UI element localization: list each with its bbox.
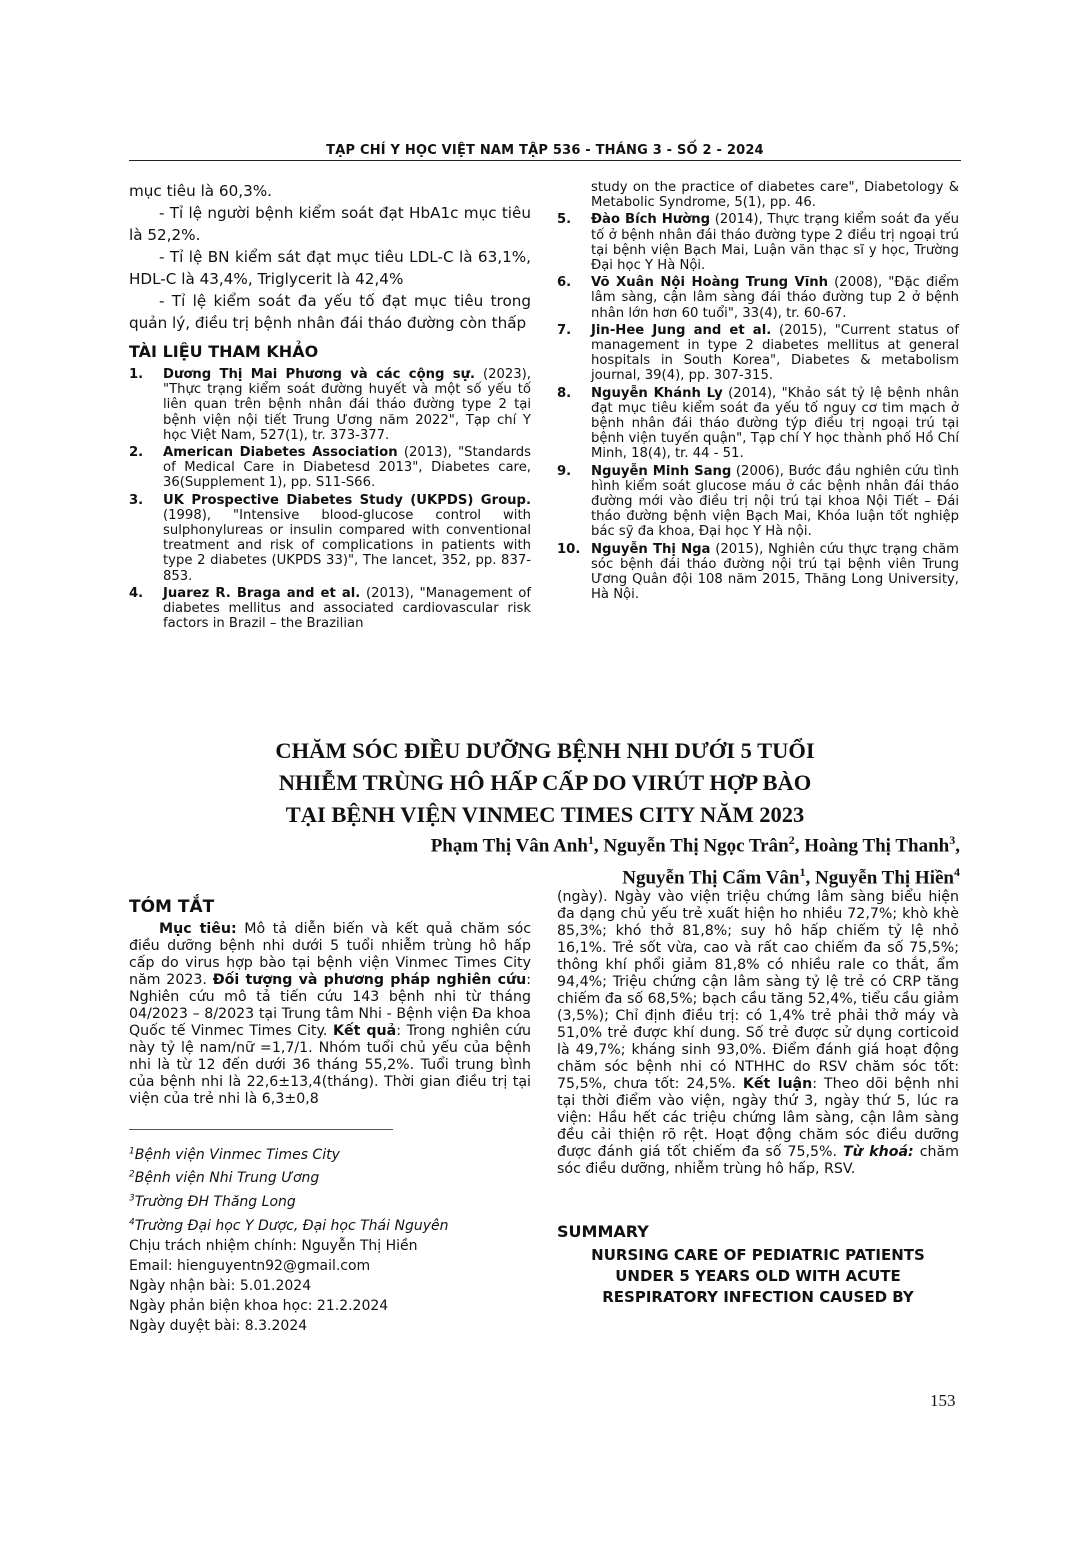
abstract-segment: : Nghiên cứu mô tả tiến cứu 143 bệnh nhi từ tháng 04/2023 – 8/2023 tại Trung tâm Nhi - Bệnh viện Đa khoa Quốc tế Vinmec Times City. [129, 972, 531, 1039]
author-line-2 [128, 859, 960, 891]
reference-author: Nguyễn Thị Nga [591, 541, 711, 557]
reference-number: 2. [129, 445, 144, 461]
page-number: 153 [930, 1391, 956, 1410]
keywords-label: Từ khoá: [843, 1144, 914, 1160]
abstract-left [129, 897, 531, 1108]
reference-author: Juarez R. Braga and et al. [163, 585, 361, 601]
affiliation-text: Trường Đại học Y Dược, Đại học Thái Nguyên [134, 1217, 449, 1234]
abstract-label: Đối tượng và phương pháp nghiên cứu [212, 972, 527, 988]
reference-author: Võ Xuân Nội Hoàng Trung Vĩnh [591, 275, 829, 291]
date-received: Ngày nhận bài: 5.01.2024 [129, 1277, 312, 1294]
reference-details: (2015), "Current status of management in type 2 diabetes mellitus at general hospitals in South Korea", Diabetes & metabolism journal, 39(4), pp. 307-315. [591, 322, 959, 384]
conclusion-hba1c: - Tỉ lệ người bệnh kiểm soát đạt HbA1c mục tiêu là 52,2%. [129, 204, 531, 244]
reference-author: Nguyễn Khánh Ly [591, 385, 723, 401]
article-title [129, 735, 961, 831]
affiliation-text: Trường ĐH Thăng Long [134, 1193, 296, 1210]
reference-details: (2006), Bước đầu nghiên cứu tình hình kiểm soát glucose máu ở các bệnh nhân đái tháo đường mới vào điều trị nội trú tại khoa Nội Tiết – Đái tháo đường bệnh viện Bạch Mai, Khóa luận tốt nghiệp bác sỹ đa khoa, Đại học Y Hà nội. [591, 463, 959, 540]
abstract-segment: (ngày). Ngày vào viện triệu chứng lâm sàng biểu hiện đa dạng chủ yếu trẻ xuất hiện ho nhiều 72,7%; khò khè 85,3%; khó thở 81,8%; suy hô hấp chiếm tỷ lệ nhỏ 16,1%. Trẻ sốt vừa, cao và rất cao chiếm đa số 75,5%; thông khí phổi giảm 81,8% có nhiều rale co thắt, ẩm 94,4%; Triệu chứng cận lâm sàng tỷ lệ trẻ có CRP tăng chiếm đa số 68,5%; bạch cầu tăng 52,4%, tiểu cầu giảm (3,5%); Chỉ định điều trị: có 1,4% trẻ phải thở máy và 51,0% trẻ được khí dung. Số trẻ được sử dụng corticoid là 49,7%; kháng sinh 93,0%. Điểm đánh giá hoạt động chăm sóc bệnh nhi có NTHHC do RSV chăm sóc tốt: 75,5%, chưa tốt: 24,5%. [557, 889, 959, 1092]
author-name: Phạm Thị Vân Anh [430, 835, 588, 857]
date-accepted: Ngày duyệt bài: 8.3.2024 [129, 1317, 308, 1334]
reference-item [557, 386, 959, 462]
contact-email[interactable]: Email: hienguyentn92@gmail.com [129, 1257, 371, 1274]
conclusion-line-1: mục tiêu là 60,3%. [129, 182, 272, 200]
reference-details: (1998), "Intensive blood-glucose control with sulphonylureas or insulin compared with conventional treatment and risk of complications in patients with type 2 diabetes (UKPDS 33)", The lancet, 352, pp. 837-853. [163, 507, 531, 584]
abstract-text-left [129, 921, 531, 1108]
reference-details: study on the practice of diabetes care", Diabetology & Metabolic Syndrome, 5(1), pp. 46. [591, 180, 959, 211]
reference-author: Jin-Hee Jung and et al. [591, 322, 772, 338]
affiliation-mark: 4 [129, 1216, 135, 1227]
affiliation-text: Bệnh viện Vinmec Times City [134, 1146, 340, 1163]
reference-details: (2013), "Management of diabetes mellitus and associated cardiovascular risk factors in Brazil – the Brazilian [163, 585, 531, 632]
title-line: NHIỄM TRÙNG HÔ HẤP CẤP DO VIRÚT HỢP BÀO [278, 770, 812, 795]
reference-number: 8. [557, 385, 572, 401]
author-name: Nguyễn Thị Cẩm Vân [622, 867, 800, 889]
running-header: TẠP CHÍ Y HỌC VIỆT NAM TẬP 536 - THÁNG 3 - SỐ 2 - 2024 [326, 143, 764, 158]
left-column-top [129, 180, 531, 633]
affiliation-3 [129, 1188, 448, 1212]
abstract-label: Kết quả [332, 1023, 397, 1039]
reference-number: 4. [129, 585, 144, 601]
abstract-segment: chăm sóc điều dưỡng, nhiễm trùng hô hấp, RSV. [557, 1144, 959, 1177]
summary-title-line: UNDER 5 YEARS OLD WITH ACUTE [615, 1267, 901, 1285]
reference-item [557, 323, 959, 384]
affiliation-text: Bệnh viện Nhi Trung Ương [134, 1170, 320, 1187]
footnote-rule [129, 1129, 393, 1130]
reference-author: UK Prospective Diabetes Study (UKPDS) Group. [163, 492, 531, 508]
reference-item [557, 464, 959, 540]
reference-author: Dương Thị Mai Phương và các cộng sự. [163, 367, 476, 382]
reference-details: (2014), Thực trạng kiểm soát đa yếu tố ở bệnh nhân đái tháo đường type 2 điều trị ngoại trú tại bệnh viện Bạch Mai, Luận văn thạc sĩ y học, Trường Đại học Y Hà Nội. [591, 212, 959, 274]
reference-details: (2013), "Standards of Medical Care in Diabetesd 2013", Diabetes care, 36(Supplement 1), pp. S11-S66. [163, 445, 532, 491]
reference-item [557, 212, 959, 273]
summary-title-line: NURSING CARE OF PEDIATRIC PATIENTS [591, 1246, 925, 1264]
affiliation-1 [129, 1141, 448, 1165]
reference-author: Đào Bích Hường [591, 212, 711, 228]
reference-details: (2015), Nghiên cứu thực trạng chăm sóc bệnh đái tháo đường nội trú tại bệnh viên Trung Ương Quân đội 108 năm 2015, Thăng Long University, Hà Nội. [591, 541, 959, 603]
reference-details: (2023), "Thực trạng kiểm soát đường huyết và một số yếu tố liên quan trên bệnh nhân đái tháo đường type 2 tại bệnh viện nội tiết Trung Ương năm 2022", Tạp chí Y học Việt Nam, 527(1), tr. 373-377. [163, 367, 531, 443]
abstract-segment: Mô tả diễn biến và kết quả chăm sóc điều dưỡng bệnh nhi dưới 5 tuổi nhiễm trùng hô hấp cấp do virus hợp bào tại bệnh viện Vinmec Times City năm 2023. [129, 921, 532, 988]
summary-heading: SUMMARY [557, 1222, 649, 1241]
reference-number: 10. [557, 541, 581, 557]
title-line: TẠI BỆNH VIỆN VINMEC TIMES CITY NĂM 2023 [285, 802, 805, 827]
reference-item [557, 542, 959, 603]
reference-number: 5. [557, 212, 572, 228]
affiliation-mark: 3 [129, 1193, 135, 1204]
author-name: Hoàng Thị Thanh [804, 835, 950, 857]
abstract-segment: : Trong nghiên cứu này tỷ lệ nam/nữ =1,7/1. Nhóm tuổi chủ yếu của bệnh nhi là từ 12 đến dưới 36 tháng 55,2%. Tuổi trung bình của bệnh nhi là 22,6±13,4(tháng). Thời gian điều trị tại viện của trẻ nhi là 6,3±0,8 [129, 1023, 531, 1107]
reference-number: 9. [557, 463, 572, 479]
author-list [128, 827, 960, 892]
title-line: CHĂM SÓC ĐIỀU DƯỠNG BỆNH NHI DƯỚI 5 TUỔI [275, 738, 815, 763]
conclusion-ldl: - Tỉ lệ BN kiểm sát đạt mục tiêu LDL-C là 63,1%, HDL-C là 43,4%, Triglycerit là 42,4% [129, 248, 531, 288]
header-rule [129, 160, 961, 161]
abstract-label: Kết luận [742, 1076, 813, 1092]
right-column-top [557, 180, 959, 604]
affiliation-4 [129, 1212, 448, 1236]
conclusion-multifactor: - Tỉ lệ kiểm soát đa yếu tố đạt mục tiêu trong quản lý, điều trị bệnh nhân đái tháo đường còn thấp [129, 292, 531, 332]
summary-title-line: RESPIRATORY INFECTION CAUSED BY [602, 1288, 914, 1306]
reference-list-right [557, 180, 959, 602]
date-reviewed: Ngày phản biện khoa học: 21.2.2024 [129, 1297, 389, 1314]
reference-item [129, 445, 531, 491]
reference-item [129, 367, 531, 443]
reference-details: (2008), "Đặc điểm lâm sàng, cận lâm sàng đái tháo đường tup 2 ở bệnh nhân lớn hơn 60 tuổi", 33(4), tr. 60-67. [591, 275, 959, 321]
abstract-label: Mục tiêu: [159, 921, 237, 937]
author-name: Nguyễn Thị Hiền [814, 867, 954, 889]
author-name: Nguyễn Thị Ngọc Trân [603, 835, 789, 857]
reference-item [129, 586, 531, 632]
reference-author: American Diabetes Association [163, 445, 398, 461]
summary-title [557, 1245, 959, 1308]
author-separator: , [593, 835, 604, 857]
affiliation-mark: 2 [129, 1169, 135, 1180]
abstract-segment: : Theo dõi bệnh nhi tại thời điểm vào viện, ngày thứ 3, ngày thứ 5, lúc ra viện: Hầu hết các triệu chứng lâm sàng, cận lâm sàng đều cải thiện rõ rệt. Hoạt động chăm sóc điều dưỡng được đánh giá tốt chiếm đa số 75,5%. [557, 1076, 959, 1160]
affiliation-2 [129, 1165, 448, 1189]
reference-number: 3. [129, 492, 144, 508]
footnotes [129, 1141, 448, 1336]
author-affiliation-mark: 1 [587, 833, 594, 847]
reference-details: (2014), "Khảo sát tỷ lệ bệnh nhân đạt mục tiêu kiểm soát đa yếu tố nguy cơ tim mạch ở bệnh nhân đái tháo đường týp điều trị ngoại trú tại bệnh viện tuyến quận", Tạp chí Y học thành phố Hồ Chí Minh, 18(4), tr. 44 - 51. [591, 385, 959, 462]
responsible-author: Chịu trách nhiệm chính: Nguyễn Thị Hiền [129, 1237, 418, 1254]
references-heading: TÀI LIỆU THAM KHẢO [129, 342, 319, 361]
reference-item [557, 180, 959, 210]
abstract-text-right [557, 889, 959, 1178]
abstract-right [557, 889, 959, 1178]
author-affiliation-mark: 4 [954, 865, 960, 880]
reference-number: 1. [129, 367, 144, 382]
reference-author: Nguyễn Minh Sang [591, 463, 732, 479]
author-affiliation-mark: 3 [949, 833, 956, 847]
author-line-1 [128, 827, 960, 859]
reference-list-left [129, 367, 531, 631]
author-separator: , [794, 835, 805, 857]
author-affiliation-mark: 1 [799, 865, 806, 880]
author-separator: , [805, 867, 815, 889]
affiliation-mark: 1 [129, 1146, 135, 1156]
author-affiliation-mark: 2 [788, 833, 795, 847]
reference-number: 6. [557, 275, 572, 291]
reference-item [557, 275, 959, 321]
abstract-heading: TÓM TẮT [129, 897, 215, 917]
author-separator: , [955, 835, 960, 857]
reference-item [129, 493, 531, 584]
reference-number: 7. [557, 322, 572, 338]
